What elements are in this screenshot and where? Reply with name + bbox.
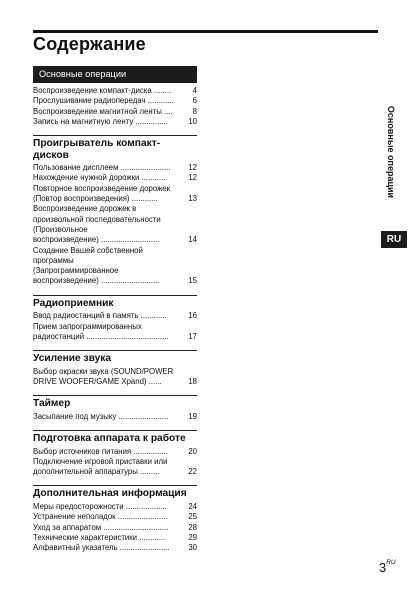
side-tab-label: Основные операции (386, 105, 396, 199)
toc-entry-page: 12 (188, 173, 197, 183)
toc-entry-label: Засыпание под музыку ....................... (33, 411, 169, 421)
toc-entry-page: 6 (192, 96, 197, 106)
section-title: Усиление звука (33, 353, 112, 365)
toc-entry[interactable] (33, 322, 197, 343)
toc-entry-label: Воспроизведение дорожек в произвольной последовательности (Произвольное воспроизведение) ........................... (33, 204, 161, 245)
toc-section (33, 350, 197, 387)
section-title: Дополнительная информация (33, 488, 187, 500)
section-banner: Основные операции (33, 66, 197, 83)
toc-entry-page: 29 (188, 532, 197, 542)
section-gap (33, 342, 197, 350)
toc-entry-page: 16 (188, 311, 197, 321)
page-number-value: 3 (379, 560, 387, 575)
toc-entry-page: 8 (192, 106, 197, 116)
section-title: Проигрыватель компакт- дисков (33, 138, 161, 161)
page-number-suffix: RU (386, 559, 396, 566)
toc-entry-page: 25 (188, 512, 197, 522)
toc-entry-label: Технические характеристики ............ (33, 532, 166, 542)
section-gap (33, 422, 197, 430)
section-title: Таймер (33, 398, 71, 410)
toc-entry-label: Меры предосторожности ................... (33, 501, 167, 511)
toc-entry-page: 19 (188, 411, 197, 421)
toc-entry-label: Уход за аппаратом .............................. (33, 522, 169, 532)
toc-entry[interactable] (33, 412, 197, 422)
toc-entry-label: Алфавитный указатель ....................... (33, 543, 170, 553)
toc-entry-page: 4 (192, 86, 197, 95)
language-badge: RU (381, 231, 407, 248)
toc-entry-label: Прослушивание радиопередач ............ (33, 96, 174, 106)
toc-entry-label: Создание Вашей собственной программы (Запрограммированное воспроизведение) ........................... (33, 245, 160, 286)
toc-entry[interactable] (33, 86, 197, 96)
toc-entry[interactable] (33, 543, 197, 553)
toc-entry[interactable] (33, 457, 197, 478)
toc-section (33, 395, 197, 422)
toc-entry-label: Выбор окраски звука (SOUND/POWER DRIVE WOOFER/GAME Xpand) ...... (33, 366, 174, 386)
section-gap (33, 287, 197, 295)
section-gap (33, 127, 197, 135)
toc-entry-label: Воспроизведение магнитной ленты .... (33, 106, 173, 116)
toc-entry-label: Подключение игровой приставки или дополнительной аппаратуры ......... (33, 456, 168, 477)
toc-entry-page: 28 (188, 522, 197, 532)
section-rule (33, 485, 197, 486)
toc-entry[interactable] (33, 163, 197, 173)
toc-entry[interactable] (33, 367, 197, 388)
section-title: Радиоприемник (33, 297, 114, 309)
toc-entry-page: 13 (188, 194, 197, 204)
toc-entry-label: Пользование дисплеем ....................... (33, 163, 171, 173)
side-tab (384, 94, 398, 210)
toc-entry-page: 24 (188, 501, 197, 511)
toc-entry-page: 20 (188, 446, 197, 456)
toc-entry-label: Выбор источников питания ................ (33, 446, 168, 456)
section-gap (33, 387, 197, 395)
toc-entry-page: 15 (188, 276, 197, 286)
toc-entry-page: 30 (188, 543, 197, 553)
toc-entry-page: 14 (188, 235, 197, 245)
toc-entry-label: Нахождение нужной дорожки ........... (33, 173, 166, 183)
toc-entry[interactable] (33, 117, 197, 127)
toc-entry[interactable] (33, 533, 197, 543)
section-rule (33, 430, 197, 431)
toc-entry-page: 10 (188, 116, 197, 126)
toc-entry[interactable] (33, 173, 197, 183)
toc-section (33, 135, 197, 287)
toc-entry-page: 12 (188, 163, 197, 173)
section-rule (33, 350, 197, 351)
toc-entry-label: Ввод радиостанций в память ............ (33, 311, 167, 321)
toc-entry-page: 17 (188, 331, 197, 341)
toc-section (33, 485, 197, 553)
top-rule (33, 30, 378, 33)
toc-entry[interactable] (33, 502, 197, 512)
toc-entry[interactable] (33, 204, 197, 245)
toc-entry-label: Воспроизведение компакт-диска ........ (33, 86, 172, 95)
toc-entry[interactable] (33, 512, 197, 522)
table-of-contents (33, 66, 197, 553)
section-rule (33, 295, 197, 296)
page-title: Содержание (33, 34, 146, 54)
toc-entry[interactable] (33, 311, 197, 321)
toc-entry-label: Повторное воспроизведение дорожек (Повтор воспроизведения) ............ (33, 183, 171, 204)
toc-section (33, 295, 197, 342)
page-number (379, 560, 396, 575)
toc-entry-label: Запись на магнитную ленту ............... (33, 116, 168, 126)
toc-entry-page: 18 (188, 376, 197, 386)
section-title: Подготовка аппарата к работе (33, 433, 186, 445)
toc-entry-label: Устранение неполадок ....................... (33, 512, 168, 522)
toc-entry[interactable] (33, 447, 197, 457)
toc-section (33, 66, 197, 127)
toc-entry[interactable] (33, 96, 197, 106)
toc-entry-label: Прием запрограммированных радиостанций ...................................... (33, 321, 169, 341)
toc-entry-page: 22 (188, 467, 197, 477)
section-gap (33, 477, 197, 485)
toc-entry[interactable] (33, 523, 197, 533)
toc-entry[interactable] (33, 107, 197, 117)
section-rule (33, 395, 197, 396)
toc-entry[interactable] (33, 184, 197, 205)
section-rule (33, 135, 197, 136)
toc-section (33, 430, 197, 477)
toc-entry[interactable] (33, 246, 197, 287)
